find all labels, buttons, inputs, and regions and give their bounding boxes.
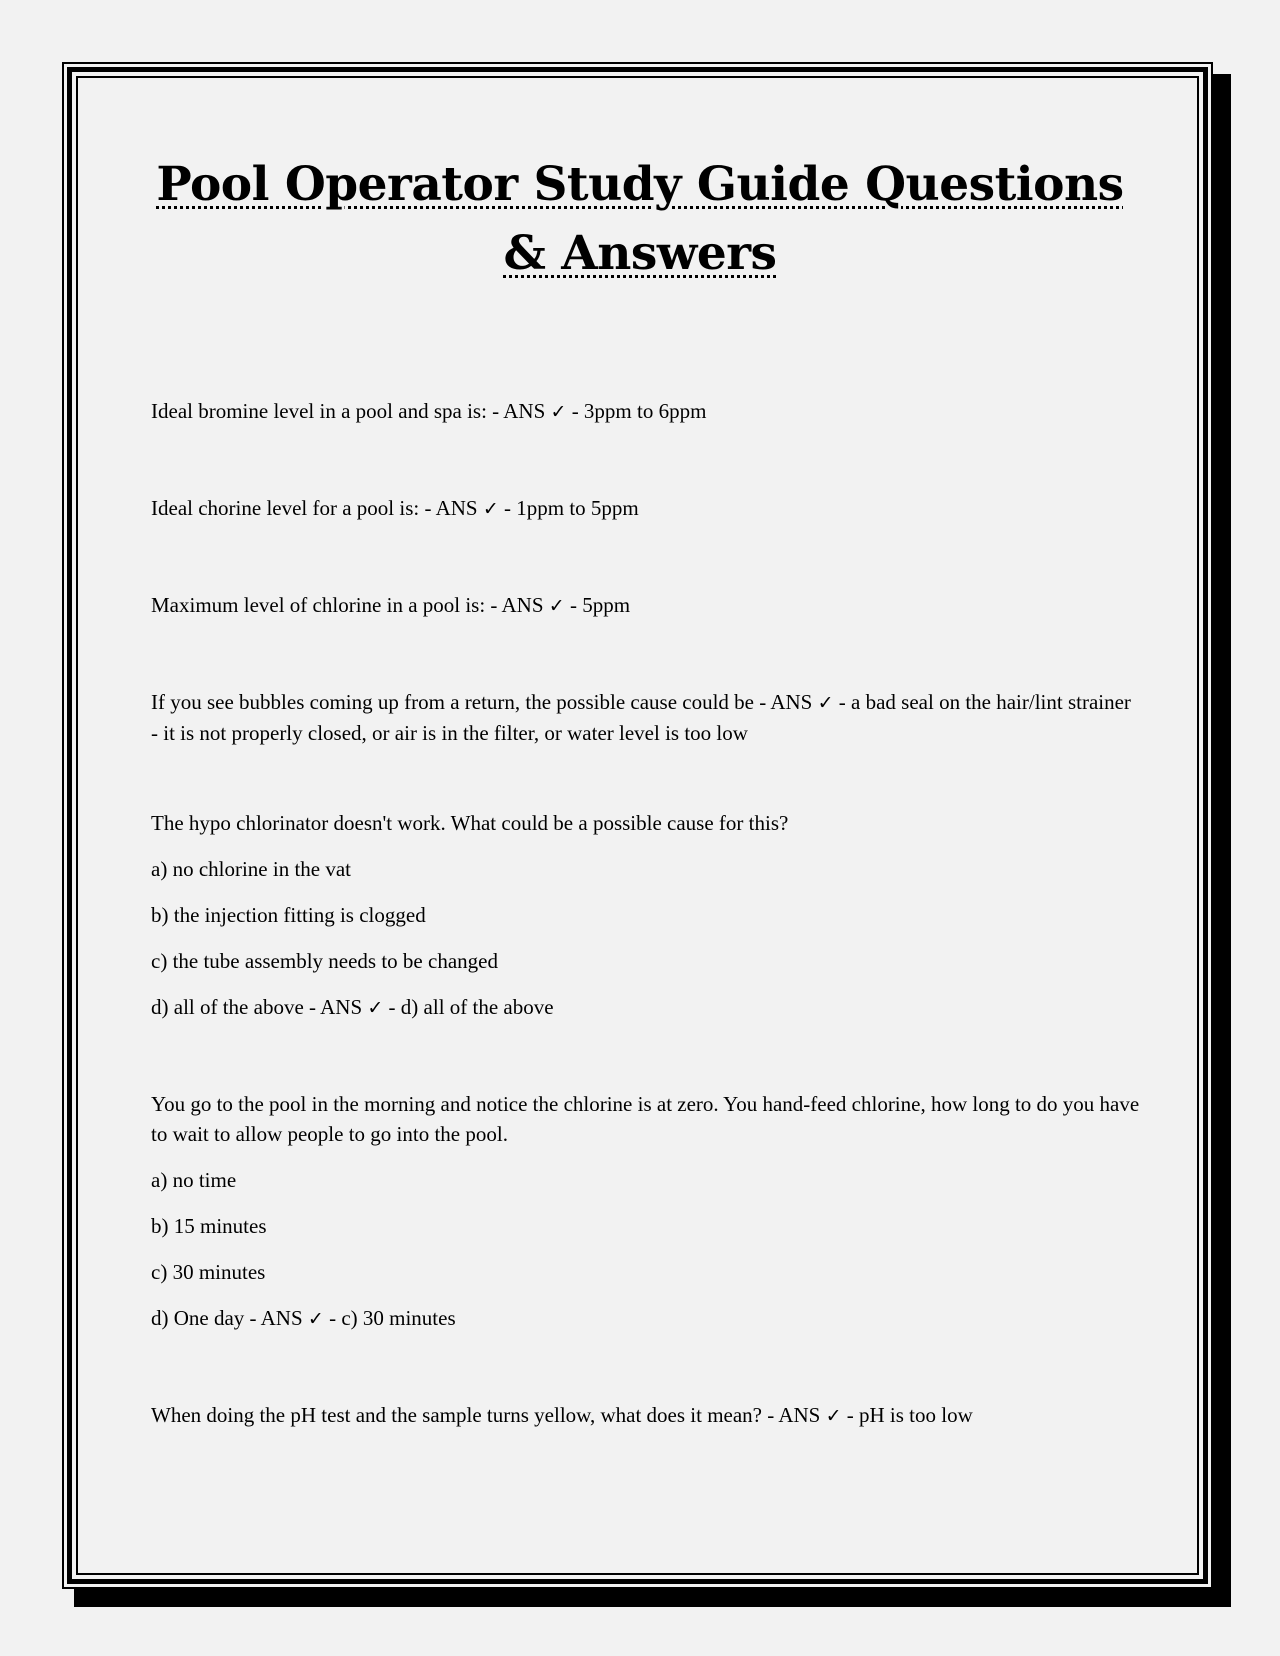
option-c: c) 30 minutes [151, 1260, 266, 1284]
option-d [151, 1303, 1141, 1334]
question-text: If you see bubbles coming up from a return, the possible cause could be - ANS [151, 690, 813, 714]
check-icon: ✓ [307, 1308, 324, 1330]
answer-text: - 1ppm to 5ppm [504, 496, 639, 520]
answer-text: - 5ppm [569, 593, 631, 617]
option-a: a) no time [151, 1168, 237, 1192]
question-text: Maximum level of chlorine in a pool is: - ANS [151, 593, 544, 617]
answer-text: - c) 30 minutes [329, 1306, 456, 1330]
question-text: The hypo chlorinator doesn't work. What could be a possible cause for this? [151, 811, 789, 835]
answer-text: - 3ppm to 6ppm [571, 399, 707, 423]
qa-item-7 [151, 1400, 1141, 1431]
answer-text: - d) all of the above [388, 995, 554, 1019]
qa-item-5 [151, 808, 1141, 1023]
question-text: You go to the pool in the morning and notice the chlorine is at zero. You hand-feed chlorine, how long to do you have to wait to allow people to go into the pool. [151, 1092, 1140, 1146]
question-text: When doing the pH test and the sample turns yellow, what does it mean? - ANS [151, 1403, 821, 1427]
check-icon: ✓ [825, 1405, 842, 1427]
check-icon: ✓ [550, 401, 567, 423]
option-d [151, 992, 1141, 1023]
check-icon: ✓ [367, 997, 384, 1019]
title-line-2: & Answers [503, 226, 777, 281]
option-d-text: d) all of the above - ANS [151, 995, 363, 1019]
option-d-text: d) One day - ANS [151, 1306, 303, 1330]
answer-text: - a bad seal on the hair/lint strainer - it is not properly closed, or air is in the filter, or water level is too low [151, 690, 1131, 745]
check-icon: ✓ [548, 595, 565, 617]
check-icon: ✓ [482, 498, 499, 520]
option-b: b) the injection fitting is clogged [151, 903, 426, 927]
qa-item-4 [151, 687, 1141, 748]
check-icon: ✓ [817, 692, 834, 714]
question-text: Ideal bromine level in a pool and spa is: - ANS [151, 399, 546, 423]
option-a: a) no chlorine in the vat [151, 857, 352, 881]
qa-list [151, 396, 1141, 1431]
qa-item-1 [151, 396, 1141, 427]
option-c: c) the tube assembly needs to be changed [151, 949, 498, 973]
qa-item-3 [151, 590, 1141, 621]
answer-text: - pH is too low [846, 1403, 973, 1427]
title-line-1: Pool Operator Study Guide Questions [156, 157, 1124, 212]
question-text: Ideal chorine level for a pool is: - ANS [151, 496, 478, 520]
option-b: b) 15 minutes [151, 1214, 267, 1238]
qa-item-6 [151, 1089, 1141, 1334]
qa-item-2 [151, 493, 1141, 524]
page-title [100, 150, 1180, 288]
